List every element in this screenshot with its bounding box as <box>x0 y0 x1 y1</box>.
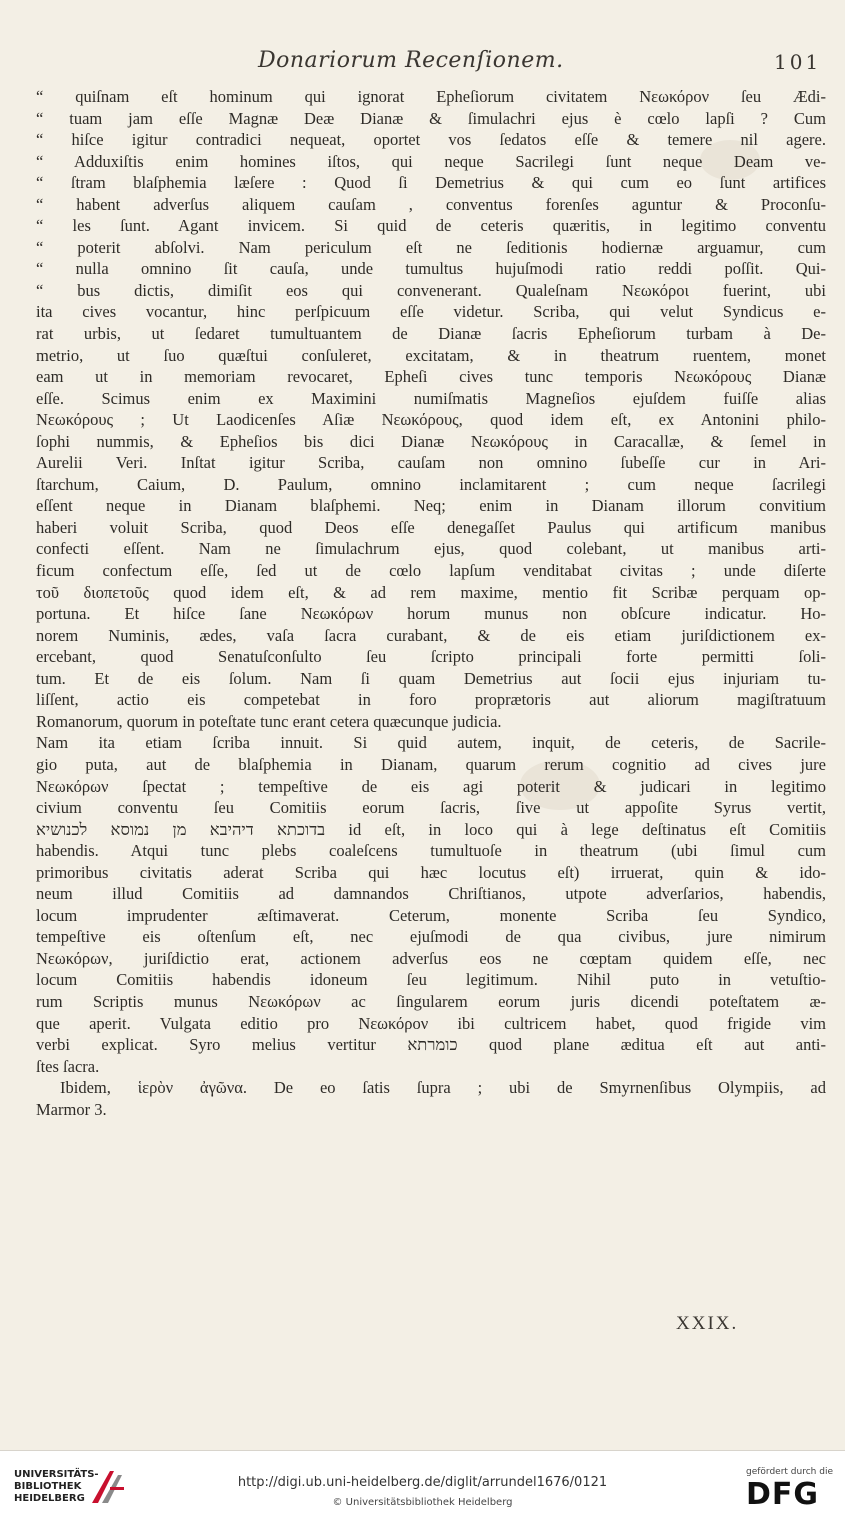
text-line: tempeſtive eis oſtenſum eſt, nec ejuſmodi de qua civibus, jure nimirum <box>36 927 826 947</box>
text-line: Νεωκόρων, juriſdictio erat, actionem adverſus eos ne cœptam quidem eſſe, nec <box>36 948 826 968</box>
running-head-title: Donariorum Recenſionem. <box>258 48 564 73</box>
text-line: rum Scriptis munus Νεωκόρων ac ſingularem eorum juris dicendi poteſtatem æ- <box>36 991 826 1011</box>
text-line: tum. Et de eis ſolum. Nam ſi quam Demetrius aut ſocii ejus injuriam tu- <box>36 668 826 688</box>
library-name-line: HEIDELBERG <box>14 1493 85 1504</box>
text-line: locum imprudenter æſtimaverat. Ceterum, monente Scriba ſeu Syndico, <box>36 905 826 925</box>
text-line: Aurelii Veri. Inſtat igitur Scriba, cauſam non omnino ſubeſſe cur in Ari- <box>36 453 826 473</box>
text-line: civium conventu ſeu Comitiis eorum ſacris, ſive ut appoſite Syrus vertit, <box>36 798 826 818</box>
text-line: norem Numinis, ædes, vaſa ſacra curabant, & de eis etiam juriſdictionem ex- <box>36 625 826 645</box>
text-line: ficum confectum eſſe, ſed ut de cœlo lapſum venditabat civitas ; unde diſerte <box>36 561 826 581</box>
text-line: בדוכתא דיהיבא מן נמוסא לכנושיא id eſt, in loco qui à lege deſtinatus eſt Comitiis <box>36 819 826 839</box>
text-line: locum Comitiis habendis idoneum ſeu legitimum. Nihil puto in vetuſtio- <box>36 970 826 990</box>
text-line: “ poterit abſolvi. Nam periculum eſt ne ſeditionis hodiernæ arguamur, cum <box>36 237 826 257</box>
text-line: portuna. Et hiſce ſane Νεωκόρων horum munus non obſcure indicatur. Ho- <box>36 604 826 624</box>
text-line: gio puta, aut de blaſphemia in Dianam, quarum rerum cognitio ad cives jure <box>36 754 826 774</box>
text-line: ſtes ſacra. <box>36 1056 100 1076</box>
text-line: rat urbis, ut ſedaret tumultuantem de Dianæ ſacris Epheſiorum turbam à De- <box>36 324 826 344</box>
text-line: Nam ita etiam ſcriba innuit. Si quid autem, inquit, de ceteris, de Sacrile- <box>36 733 826 753</box>
catchword: XXIX. <box>676 1313 739 1334</box>
copyright-notice: © Universitätsbibliothek Heidelberg <box>332 1497 513 1508</box>
running-head <box>0 48 845 76</box>
text-line: τοῦ διοπετοῦς quod idem eſt, & ad rem maxime, mentio fit Scribæ perquam op- <box>36 582 826 602</box>
text-line: ercebant, quod Senatuſconſulto ſeu ſcripto principali forte permitti ſoli- <box>36 647 826 667</box>
text-line: eſſent neque in Dianam blaſphemi. Neq; enim in Dianam illorum convitium <box>36 496 826 516</box>
text-line: “ bus dictis, dimiſit eos qui convenerant. Qualeſnam Νεωκόροι fuerint, ubi <box>36 280 826 300</box>
text-line: haberi voluit Scriba, quod Deos eſſe denegaſſet Paulus qui artificum manibus <box>36 517 826 537</box>
text-line: metrio, ut ſuo quæſtui conſuleret, excitatam, & in theatrum ruentem, monet <box>36 345 826 365</box>
dfg-logo[interactable] <box>746 1467 836 1515</box>
text-line: verbi explicat. Syro melius vertitur כומרתא quod plane æditua eſt aut anti- <box>36 1035 826 1055</box>
text-line: eſſe. Scimus enim ex Maximini numiſmatis Magneſios ejuſdem fuiſſe alias <box>36 388 826 408</box>
text-line: “ hiſce igitur contradici nequeat, oportet vos ſedatos eſſe & temere nil agere. <box>36 130 826 150</box>
dfg-wordmark: DFG <box>746 1477 820 1512</box>
library-name-line: BIBLIOTHEK <box>14 1481 82 1492</box>
viewer-footer <box>0 1450 845 1521</box>
text-line: “ Adduxiſtis enim homines iſtos, qui neque Sacrilegi ſunt neque Deam ve- <box>36 151 826 171</box>
text-line: ſophi nummis, & Epheſios bis dici Dianæ Νεωκόρους in Caracallæ, & ſemel in <box>36 431 826 451</box>
text-line: primoribus civitatis aderat Scriba qui hæc locutus eſt) irruerat, quin & ido- <box>36 862 826 882</box>
text-line: confecti eſſent. Nam ne ſimulachrum ejus, quod colebant, ut manibus arti- <box>36 539 826 559</box>
text-line: “ nulla omnino ſit cauſa, unde tumultus hujuſmodi ratio reddi poſſit. Qui- <box>36 259 826 279</box>
text-line: liſſent, actio eis competebat in foro proprætoris aut aliorum magiſtratuum <box>36 690 826 710</box>
text-line: habendis. Atqui tunc plebs coaleſcens tumultuoſe in theatrum (ubi ſimul cum <box>36 841 826 861</box>
text-line: Νεωκόρων ſpectat ; tempeſtive de eis agi poterit & judicari in legitimo <box>36 776 826 796</box>
text-line: “ quiſnam eſt hominum qui ignorat Epheſiorum civitatem Νεωκόρον ſeu Ædi- <box>36 87 826 106</box>
body-text <box>36 86 826 1120</box>
text-line: neum illud Comitiis ad damnandos Chriſtianos, utpote adverſarios, habendis, <box>36 884 826 904</box>
library-name-line: UNIVERSITÄTS- <box>14 1469 99 1480</box>
text-line: “ habent adverſus aliquem cauſam , conventus forenſes aguntur & Proconſu- <box>36 194 826 214</box>
text-line: ſtarchum, Caium, D. Paulum, omnino inclamitarent ; cum neque ſacrilegi <box>36 474 826 494</box>
page-number: 101 <box>774 50 822 74</box>
funded-by-label: gefördert durch die <box>746 1467 833 1477</box>
text-line: Marmor 3. <box>36 1099 107 1119</box>
text-line: Romanorum, quorum in poteſtate tunc erant cetera quæcunque judicia. <box>36 711 502 731</box>
text-line: que aperit. Vulgata editio pro Νεωκόρον ibi cultricem habet, quod frigide vim <box>36 1013 826 1033</box>
text-line: Ibidem, ἱερὸν ἀγῶνα. De eo ſatis ſupra ; ubi de Smyrnenſibus Olympiis, ad <box>60 1078 826 1098</box>
text-line: Νεωκόρους ; Ut Laodicenſes Aſiæ Νεωκόρους, quod idem eſt, ex Antonini philo- <box>36 410 826 430</box>
text-line: “ les ſunt. Agant invicem. Si quid de ceteris quæritis, in legitimo conventu <box>36 216 826 236</box>
text-line: “ ſtram blaſphemia læſere : Quod ſi Demetrius & qui cum eo ſunt artifices <box>36 173 826 193</box>
text-line: ita cives vocantur, hinc perſpicuum eſſe videtur. Scriba, qui velut Syndicus e- <box>36 302 826 322</box>
text-line: eam ut in memoriam revocaret, Epheſi cives tunc temporis Νεωκόρους Dianæ <box>36 367 826 387</box>
text-line: “ tuam jam eſſe Magnæ Deæ Dianæ & ſimulachri ejus è cœlo lapſi ? Cum <box>36 108 826 128</box>
permalink-url[interactable]: http://digi.ub.uni-heidelberg.de/diglit/arrundel1676/0121 <box>237 1475 608 1490</box>
